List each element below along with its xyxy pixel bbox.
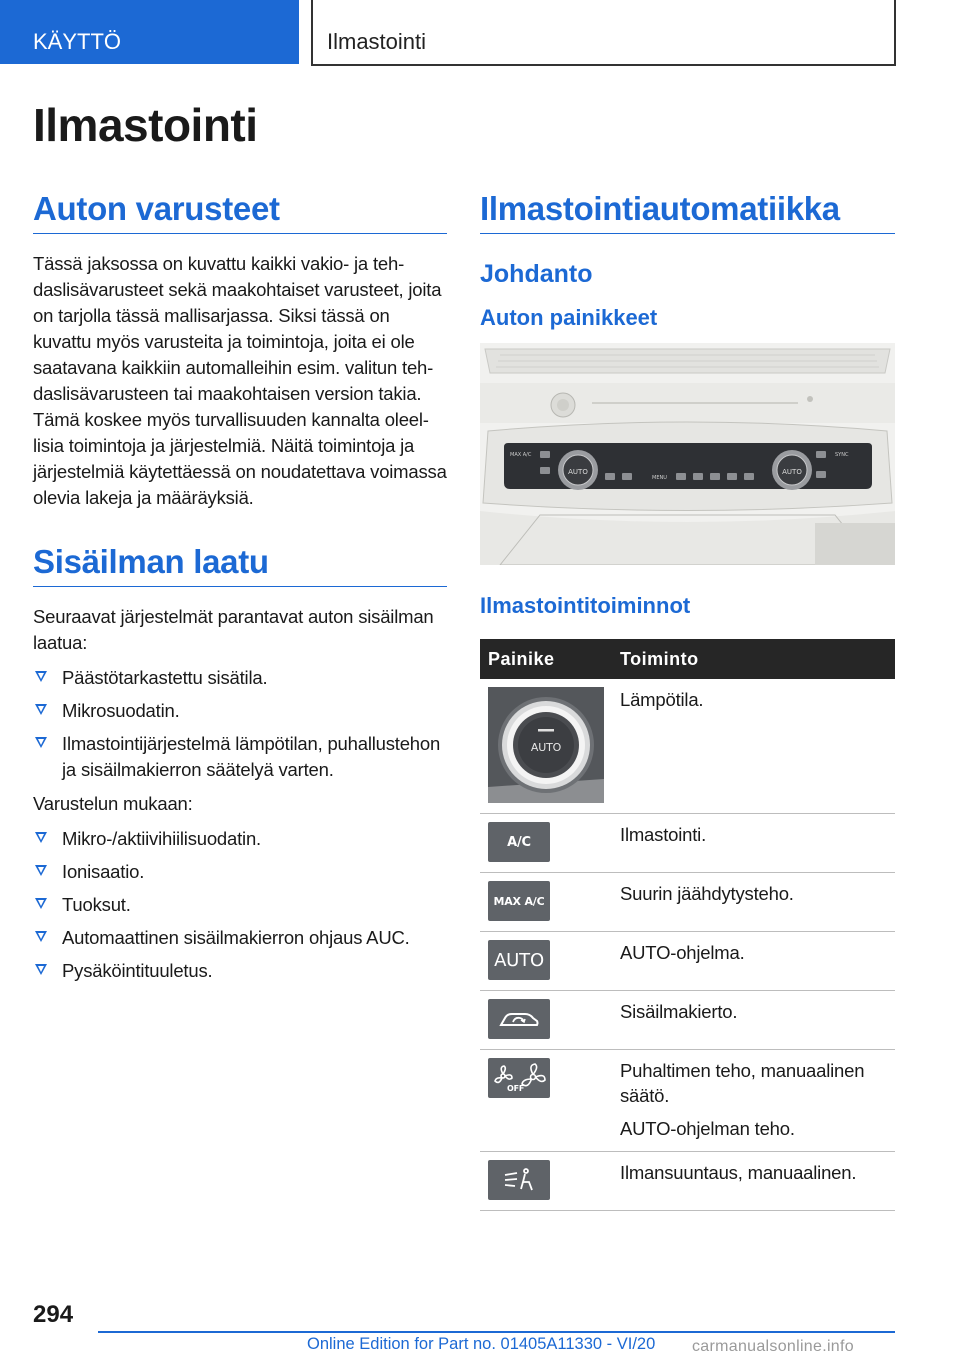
- panel-sync-label: SYNC: [835, 452, 849, 458]
- air-quality-list: [33, 665, 447, 783]
- dashboard-panel-drawing: [480, 343, 895, 565]
- optional-list: [33, 826, 447, 984]
- fan-off-label: OFF: [507, 1084, 525, 1093]
- edition-text: Online Edition for Part no. 01405A11330 - VI/20: [307, 1335, 656, 1353]
- footer-divider: [98, 1331, 895, 1333]
- dashboard-panel-image: [480, 343, 895, 565]
- table-row: [480, 991, 895, 1050]
- function-text: Lämpötila.: [612, 679, 895, 814]
- table-header-row: [480, 639, 895, 679]
- list-item: Automaattinen sisäilmakierron ohjaus AUC.: [33, 925, 447, 951]
- bullet-triangle-icon: [35, 737, 47, 748]
- function-text: Suurin jäähdytysteho.: [612, 873, 895, 932]
- panel-auto-left-label: AUTO: [568, 468, 588, 476]
- ac-button-icon: A/C: [488, 822, 550, 862]
- list-item: Päästötarkastettu sisätila.: [33, 665, 447, 691]
- air-distribution-button-icon: [488, 1160, 550, 1200]
- max-ac-button-icon: MAX A/C: [488, 881, 550, 921]
- page-header: [0, 0, 960, 66]
- list-item: Ionisaatio.: [33, 859, 447, 885]
- list-item: Mikrosuodatin.: [33, 698, 447, 724]
- bullet-triangle-icon: [35, 931, 47, 942]
- col-function-header: Toiminto: [612, 639, 895, 679]
- page-number: 294: [33, 1301, 74, 1328]
- panel-maxac-label: MAX A/C: [510, 452, 532, 458]
- left-column: [33, 190, 447, 992]
- buttons-heading: Auton painikkeet: [480, 305, 658, 330]
- watermark-text: carmanualsonline.info: [692, 1338, 854, 1355]
- function-text-2: AUTO-ohjelman teho.: [620, 1118, 795, 1139]
- page-title: Ilmastointi: [33, 99, 258, 151]
- bullet-triangle-icon: [35, 865, 47, 876]
- table-row: [480, 1152, 895, 1211]
- list-item: Ilmastointijärjestelmä lämpötilan, puhallustehon ja sisäilmakierron säätelyä varten.: [33, 731, 447, 783]
- function-text: Ilmastointi.: [612, 814, 895, 873]
- temperature-knob-icon: [488, 687, 604, 803]
- chapter-tab: Ilmastointi: [311, 0, 896, 66]
- col-button-header: Painike: [480, 639, 612, 679]
- table-row: [480, 873, 895, 932]
- function-text: AUTO-ohjelma.: [612, 932, 895, 991]
- list-item: Tuoksut.: [33, 892, 447, 918]
- function-text: Puhaltimen teho, manuaalinen säätö.: [620, 1060, 865, 1106]
- climate-heading: Ilmastointiautomatiikka: [480, 190, 895, 234]
- bullet-triangle-icon: [35, 671, 47, 682]
- bullet-triangle-icon: [35, 898, 47, 909]
- functions-heading: Ilmastointitoiminnot: [480, 593, 691, 618]
- intro-heading: Johdanto: [480, 260, 593, 288]
- air-quality-heading: Sisäilman laatu: [33, 543, 447, 587]
- equipment-heading: Auton varusteet: [33, 190, 447, 234]
- list-item: Mikro-/aktiivihiilisuodatin.: [33, 826, 447, 852]
- equipment-text: Tässä jaksossa on kuvattu kaikki vakio- ja tehdaslisävarusteet sekä maakohtaiset varusteet, joita on tarjolla tässä mallisarjassa. Siksi tässä on kuvattu myös varusteita ja toimintoja, joita ei ole saatavana kaikkiin automalleihin esim. valitun tehdaslisävarusteen tai maakohtaisen version takia. Tämä koskee myös turvallisuuden kannalta oleellisia toimintoja ja järjestelmiä. Näitä toimintoja ja järjestelmiä käytettäessä on noudatettava voimassa olevia lakeja ja määräyksiä.: [33, 253, 447, 508]
- section-tab: KÄYTTÖ: [0, 0, 299, 64]
- functions-table: [480, 639, 895, 1211]
- auto-button-icon: AUTO: [488, 940, 550, 980]
- knob-auto-label: AUTO: [530, 741, 562, 754]
- table-row: [480, 1050, 895, 1152]
- bullet-triangle-icon: [35, 964, 47, 975]
- panel-menu-label: MENU: [652, 475, 667, 481]
- depends-text: Varustelun mukaan:: [33, 793, 193, 814]
- recirculation-button-icon: [488, 999, 550, 1039]
- table-row: [480, 679, 895, 814]
- list-item: Pysäköintituuletus.: [33, 958, 447, 984]
- air-quality-intro: Seuraavat järjestelmät parantavat auton sisäilman laatua:: [33, 606, 434, 653]
- right-column: [480, 190, 895, 1211]
- function-text: Sisäilmakierto.: [612, 991, 895, 1050]
- function-text: Ilmansuuntaus, manuaalinen.: [612, 1152, 895, 1211]
- table-row: [480, 932, 895, 991]
- bullet-triangle-icon: [35, 704, 47, 715]
- panel-auto-right-label: AUTO: [782, 468, 802, 476]
- bullet-triangle-icon: [35, 832, 47, 843]
- table-row: [480, 814, 895, 873]
- fan-button-icon: [488, 1058, 550, 1098]
